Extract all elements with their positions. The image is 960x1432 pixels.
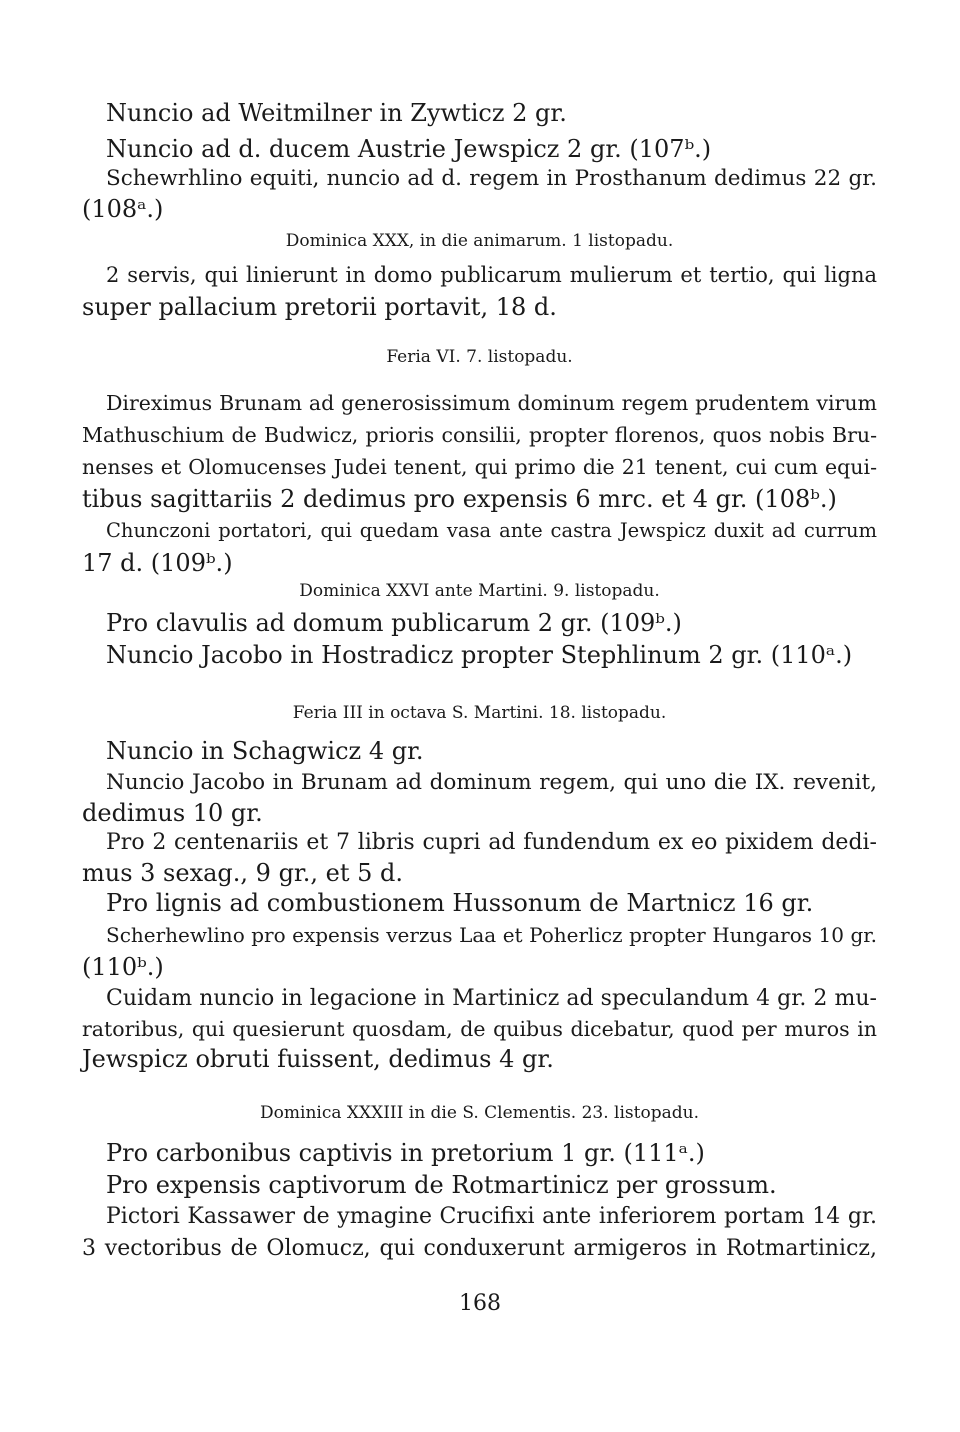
text-line: super pallacium pretorii portavit, 18 d. bbox=[82, 293, 557, 321]
text-line: Cuidam nuncio in legacione in Martinicz ad speculandum 4 gr. 2 mu- bbox=[106, 986, 877, 1011]
section-heading: Feria III in octava S. Martini. 18. listopadu. bbox=[292, 703, 667, 723]
text-line: Nuncio in Schagwicz 4 gr. bbox=[106, 737, 424, 765]
text-line: Pro carbonibus captivis in pretorium 1 gr. (111ᵃ.) bbox=[106, 1139, 705, 1167]
text-line: Nuncio Jacobo in Brunam ad dominum regem, qui uno die IX. revenit, bbox=[106, 770, 877, 795]
page-number: 168 bbox=[459, 1291, 501, 1316]
text-line: dedimus 10 gr. bbox=[82, 799, 263, 827]
section-heading: Feria VI. 7. listopadu. bbox=[386, 347, 573, 367]
text-line: mus 3 sexag., 9 gr., et 5 d. bbox=[82, 859, 404, 887]
text-line: Nuncio Jacobo in Hostradicz propter Stephlinum 2 gr. (110ᵃ.) bbox=[106, 641, 853, 669]
text-line: tibus sagittariis 2 dedimus pro expensis 6 mrc. et 4 gr. (108ᵇ.) bbox=[82, 485, 837, 513]
text-line: Jewspicz obruti fuissent, dedimus 4 gr. bbox=[82, 1045, 554, 1073]
text-line: (110ᵇ.) bbox=[82, 953, 164, 981]
text-line: 3 vectoribus de Olomucz, qui conduxerunt armigeros in Rotmartinicz, bbox=[82, 1236, 877, 1261]
section-heading: Dominica XXXIII in die S. Clementis. 23. listopadu. bbox=[260, 1103, 699, 1123]
text-line: nenses et Olomucenses Judei tenent, qui primo die 21 tenent, cui cum equi- bbox=[82, 455, 877, 479]
text-line: Nuncio ad d. ducem Austrie Jewspicz 2 gr. (107ᵇ.) bbox=[106, 135, 712, 163]
text-line: 2 servis, qui linierunt in domo publicarum mulierum et tertio, qui ligna bbox=[106, 263, 877, 287]
text-line: 17 d. (109ᵇ.) bbox=[82, 549, 233, 577]
text-line: Pro lignis ad combustionem Hussonum de Martnicz 16 gr. bbox=[106, 889, 814, 917]
text-line: Mathuschium de Budwicz, prioris consilii, propter florenos, quos nobis Bru- bbox=[82, 423, 877, 447]
text-line: Direximus Brunam ad generosissimum dominum regem prudentem virum bbox=[106, 391, 877, 415]
text-line: Chunczoni portatori, qui quedam vasa ante castra Jewspicz duxit ad currum bbox=[106, 519, 877, 542]
text-line: Pro 2 centenariis et 7 libris cupri ad fundendum ex eo pixidem dedi- bbox=[106, 830, 877, 855]
text-line: Pro expensis captivorum de Rotmartinicz per grossum. bbox=[106, 1171, 777, 1199]
text-line: Schewrhlino equiti, nuncio ad d. regem in Prosthanum dedimus 22 gr. bbox=[106, 166, 877, 191]
section-heading: Dominica XXVI ante Martini. 9. listopadu. bbox=[299, 581, 660, 601]
text-line: (108ᵃ.) bbox=[82, 195, 164, 223]
text-line: Pro clavulis ad domum publicarum 2 gr. (109ᵇ.) bbox=[106, 609, 682, 637]
text-line: ratoribus, qui quesierunt quosdam, de quibus dicebatur, quod per muros in bbox=[82, 1017, 877, 1041]
text-line: Pictori Kassawer de ymagine Crucifixi ante inferiorem portam 14 gr. bbox=[106, 1204, 877, 1229]
text-line: Nuncio ad Weitmilner in Zywticz 2 gr. bbox=[106, 99, 567, 127]
text-line: Scherhewlino pro expensis verzus Laa et Poherlicz propter Hungaros 10 gr. bbox=[106, 923, 877, 947]
section-heading: Dominica XXX, in die animarum. 1 listopadu. bbox=[285, 231, 674, 251]
